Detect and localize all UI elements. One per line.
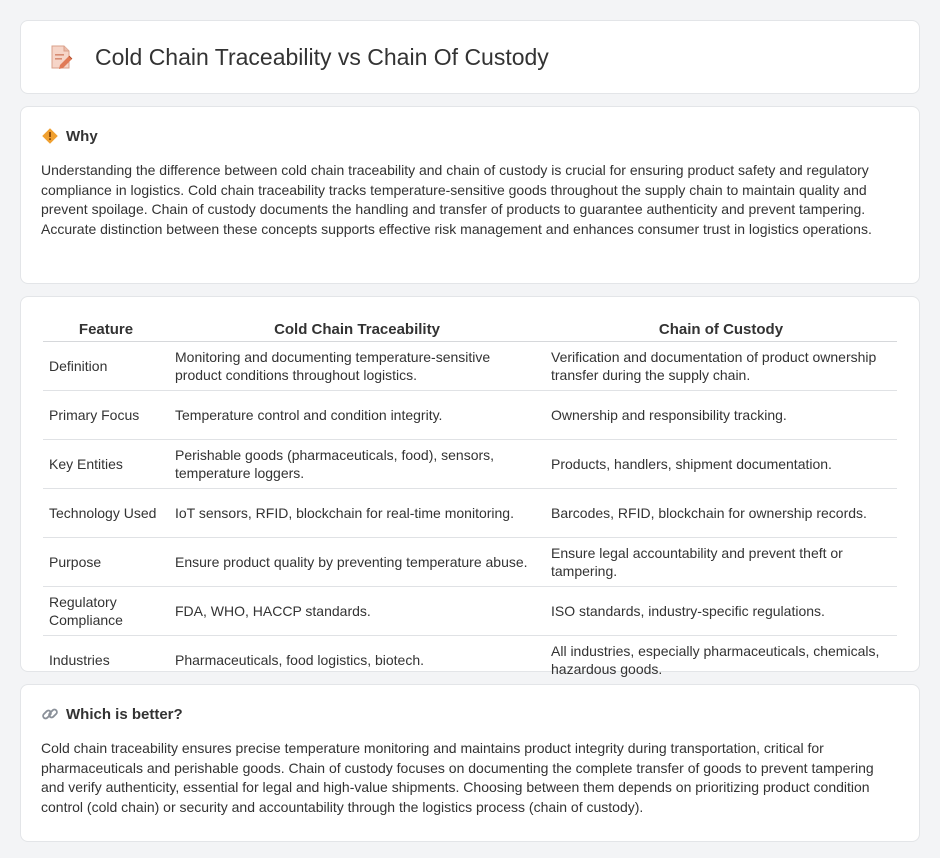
table-header-cold-chain: Cold Chain Traceability <box>169 319 545 342</box>
table-cell: FDA, WHO, HACCP standards. <box>169 587 545 636</box>
table-row <box>43 440 897 489</box>
table-cell: Primary Focus <box>43 391 169 440</box>
which-is-better-text: Cold chain traceability ensures precise temperature monitoring and maintains product integrity during transportation, critical for pharmaceuticals and perishable goods. Chain of custody focuses on documenting the complete transfer of goods to prevent tampering and verify authenticity, essential for legal and high-value shipments. Choosing between them depends on prioritizing product condition control (cold chain) or security and accountability through the logistics process (chain of custody). <box>41 740 874 815</box>
diamond-warning-icon <box>41 127 59 145</box>
page-title: Cold Chain Traceability vs Chain Of Custody <box>95 43 549 70</box>
table-cell: Purpose <box>43 538 169 587</box>
table-cell: IoT sensors, RFID, blockchain for real-time monitoring. <box>169 489 545 538</box>
why-section <box>20 106 920 284</box>
table-row <box>43 489 897 538</box>
table-cell: Verification and documentation of product ownership transfer during the supply chain. <box>545 342 897 391</box>
table-cell: Temperature control and condition integrity. <box>169 391 545 440</box>
comparison-table-card <box>20 296 920 677</box>
table-cell: ISO standards, industry-specific regulations. <box>545 587 897 636</box>
table-row <box>43 342 897 391</box>
document-edit-icon <box>47 43 75 71</box>
table-cell: Perishable goods (pharmaceuticals, food), sensors, temperature loggers. <box>169 440 545 489</box>
table-row <box>43 391 897 440</box>
table-cell: Key Entities <box>43 440 169 489</box>
table-cell: All industries, especially pharmaceuticals, chemicals, hazardous goods. <box>545 636 897 685</box>
table-header-chain-of-custody: Chain of Custody <box>545 319 897 342</box>
why-heading: Why <box>66 127 98 145</box>
comparison-table <box>43 319 897 685</box>
table-cell: Products, handlers, shipment documentation. <box>545 440 897 489</box>
table-header-feature: Feature <box>43 319 169 342</box>
table-cell: Technology Used <box>43 489 169 538</box>
which-is-better-section <box>20 684 920 842</box>
table-row <box>43 587 897 636</box>
table-cell: Monitoring and documenting temperature-sensitive product conditions throughout logistics. <box>169 342 545 391</box>
header-card <box>20 20 920 94</box>
table-cell: Definition <box>43 342 169 391</box>
table-row <box>43 538 897 587</box>
table-cell: Ensure legal accountability and prevent theft or tampering. <box>545 538 897 587</box>
table-cell: Ownership and responsibility tracking. <box>545 391 897 440</box>
table-cell: Barcodes, RFID, blockchain for ownership records. <box>545 489 897 538</box>
which-is-better-heading: Which is better? <box>66 705 183 723</box>
link-icon <box>41 705 59 723</box>
table-cell: Ensure product quality by preventing temperature abuse. <box>169 538 545 587</box>
why-text: Understanding the difference between cold chain traceability and chain of custody is crucial for ensuring product safety and regulatory compliance in logistics. Cold chain traceability tracks temperature-sensitive goods throughout the supply chain to maintain quality and prevent spoilage. Chain of custody documents the handling and transfer of products to guarantee authenticity and prevent tampering. Accurate distinction between these concepts supports effective risk management and enhances consumer trust in logistics operations. <box>41 162 872 237</box>
table-row <box>43 636 897 685</box>
table-cell: Regulatory Compliance <box>43 587 169 636</box>
table-cell: Pharmaceuticals, food logistics, biotech. <box>169 636 545 685</box>
table-cell: Industries <box>43 636 169 685</box>
